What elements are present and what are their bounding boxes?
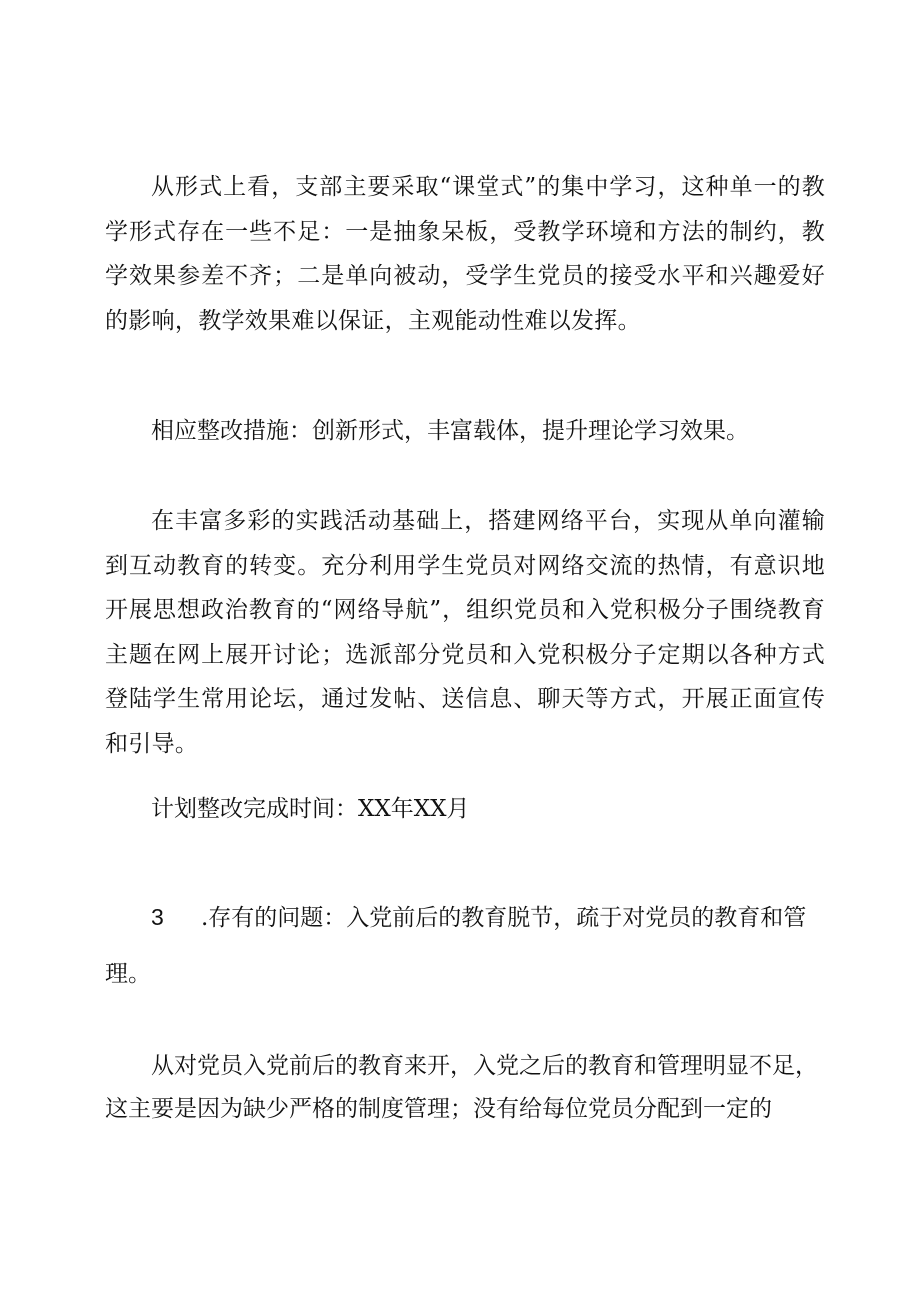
paragraph-completion-time: 计划整改完成时间：XX年XX月	[151, 796, 470, 822]
paragraph-form-analysis: 从形式上看，支部主要采取“课堂式”的集中学习，这种单一的教学形式存在一些不足：一是抽象呆板，受教学环境和方法的制约，教学效果参差不齐；二是单向被动，受学生党员的接受水平和兴趣爱好的影响，教学效果难以保证，主观能动性难以发挥。	[105, 174, 825, 334]
item-3-heading	[151, 895, 806, 940]
item-3-continuation: 理。	[105, 961, 151, 987]
paragraph-network-platform: 在丰富多彩的实践活动基础上，搭建网络平台，实现从单向灌输到互动教育的转变。充分利用学生党员对网络交流的热情，有意识地开展思想政治教育的“网络导航”，组织党员和入党积极分子围绕教育主题在网上展开讨论；选派部分党员和入党积极分子定期以各种方式登陆学生常用论坛，通过发帖、送信息、聊天等方式，开展正面宣传和引导。	[105, 508, 825, 757]
item-3-text: .存有的问题：入党前后的教育脱节，疏于对党员的教育和管	[201, 905, 807, 931]
paragraph-rectification-measures: 相应整改措施：创新形式，丰富载体，提升理论学习效果。	[151, 418, 749, 444]
item-3-number: 3	[151, 904, 164, 930]
paragraph-party-education: 从对党员入党前后的教育来开，入党之后的教育和管理明显不足，这主要是因为缺少严格的制度管理；没有给每位党员分配到一定的	[105, 1053, 818, 1122]
